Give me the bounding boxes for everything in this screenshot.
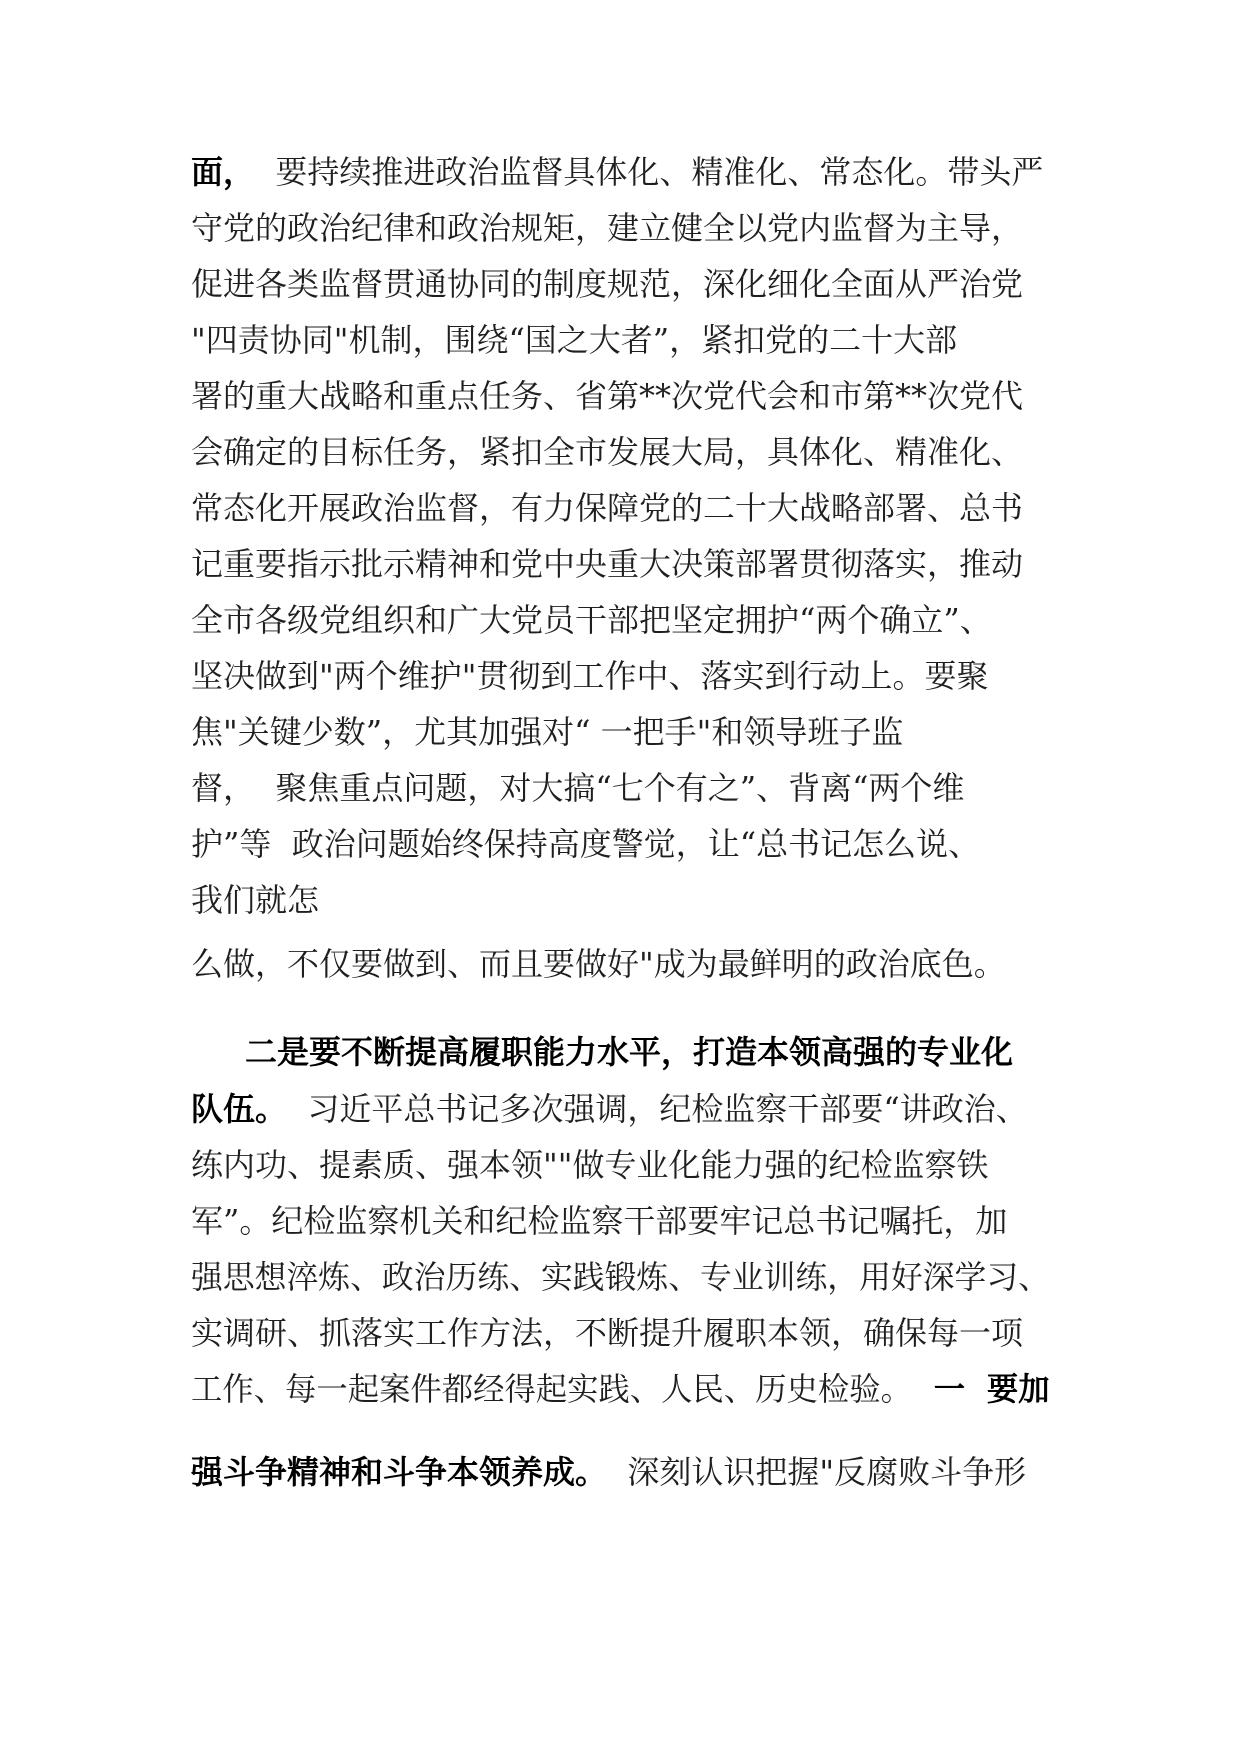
- text-run: 守党的政治纪律和政治规矩，建立健全以党内监督为主导，: [191, 209, 1024, 247]
- text-run: 我们就怎: [191, 881, 320, 919]
- text-line-19: [191, 1201, 1007, 1241]
- text-run: 习近平总书记多次强调，纪检监察干部要“讲政治、: [287, 1090, 1028, 1128]
- text-run: 么做，不仅要做到、而且要做好"成为最鲜明的政治底色。: [191, 945, 1006, 983]
- text-line-5: [191, 376, 1023, 416]
- text-run: 坚决做到"两个维护"贯彻到工作中、落实到行动上。要聚: [191, 657, 989, 695]
- text-line-1: [191, 152, 1043, 192]
- text-line-21: [191, 1313, 1023, 1353]
- text-run: 促进各类监督贯通协同的制度规范，深化细化全面从严治党: [191, 265, 1024, 303]
- text-run: 练内功、提素质、强本领""做专业化能力强的纪检监察铁: [191, 1146, 989, 1184]
- text-line-22: [191, 1369, 1050, 1409]
- text-line-8: [191, 544, 1023, 584]
- text-line-3: [191, 264, 1023, 304]
- text-run: 督， 聚焦重点问题，对大搞“七个有之”、背离“两个维: [191, 769, 965, 807]
- bold-run: 队伍。: [191, 1090, 288, 1128]
- text-line-17: [191, 1089, 1028, 1129]
- text-line-15: [191, 944, 1006, 984]
- text-run: 全市各级党组织和广大党员干部把坚定拥护“两个确立”、: [191, 601, 992, 639]
- text-run: 深刻认识把握"反腐败斗争形: [607, 1453, 1027, 1491]
- text-run: 军”。纪检监察机关和纪检监察干部要牢记总书记嘱托，加: [191, 1202, 1008, 1240]
- bold-run: 一 要加: [911, 1370, 1050, 1408]
- text-run: 护”等 政治问题始终保持高度警觉，让“总书记怎么说、: [191, 825, 981, 863]
- text-line-7: [191, 488, 1023, 528]
- text-line-13: [191, 824, 980, 864]
- text-line-18: [191, 1145, 988, 1185]
- text-line-10: [191, 656, 988, 696]
- bold-run: 面，: [191, 153, 256, 191]
- text-run: 焦"关键少数”，尤其加强对“ 一把手"和领导班子监: [191, 713, 904, 751]
- text-line-6: [191, 432, 1023, 472]
- bold-run: 强斗争精神和斗争本领养成。: [191, 1453, 608, 1491]
- text-line-20: [191, 1257, 1050, 1297]
- text-line-4: [191, 320, 957, 360]
- text-line-2: [191, 208, 1023, 248]
- text-line-12: [191, 768, 964, 808]
- bold-run: 二是要不断提高履职能力水平，打造本领高强的专业化: [245, 1033, 1014, 1071]
- text-run: 工作、每一起案件都经得起实践、人民、历史检验。: [191, 1370, 912, 1408]
- text-run: 会确定的目标任务，紧扣全市发展大局，具体化、精准化、: [191, 433, 1024, 471]
- text-run: 常态化开展政治监督，有力保障党的二十大战略部署、总书: [191, 489, 1024, 527]
- text-run: 要持续推进政治监督具体化、精准化、常态化。带头严: [255, 153, 1044, 191]
- section-heading-line: [245, 1032, 1013, 1072]
- text-line-14: [191, 880, 319, 920]
- text-run: 记重要指示批示精神和党中央重大决策部署贯彻落实，推动: [191, 545, 1024, 583]
- text-run: 强思想淬炼、政治历练、实践锻炼、专业训练，用好深学习、: [191, 1258, 1051, 1296]
- text-line-9: [191, 600, 992, 640]
- text-run: "四责协同"机制，围绕“国之大者”，紧扣党的二十大部: [191, 321, 958, 359]
- text-line-23: [191, 1452, 1026, 1492]
- text-run: 实调研、抓落实工作方法，不断提升履职本领，确保每一项: [191, 1314, 1024, 1352]
- text-line-11: [191, 712, 903, 752]
- text-run: 署的重大战略和重点任务、省第**次党代会和市第**次党代: [191, 377, 1024, 415]
